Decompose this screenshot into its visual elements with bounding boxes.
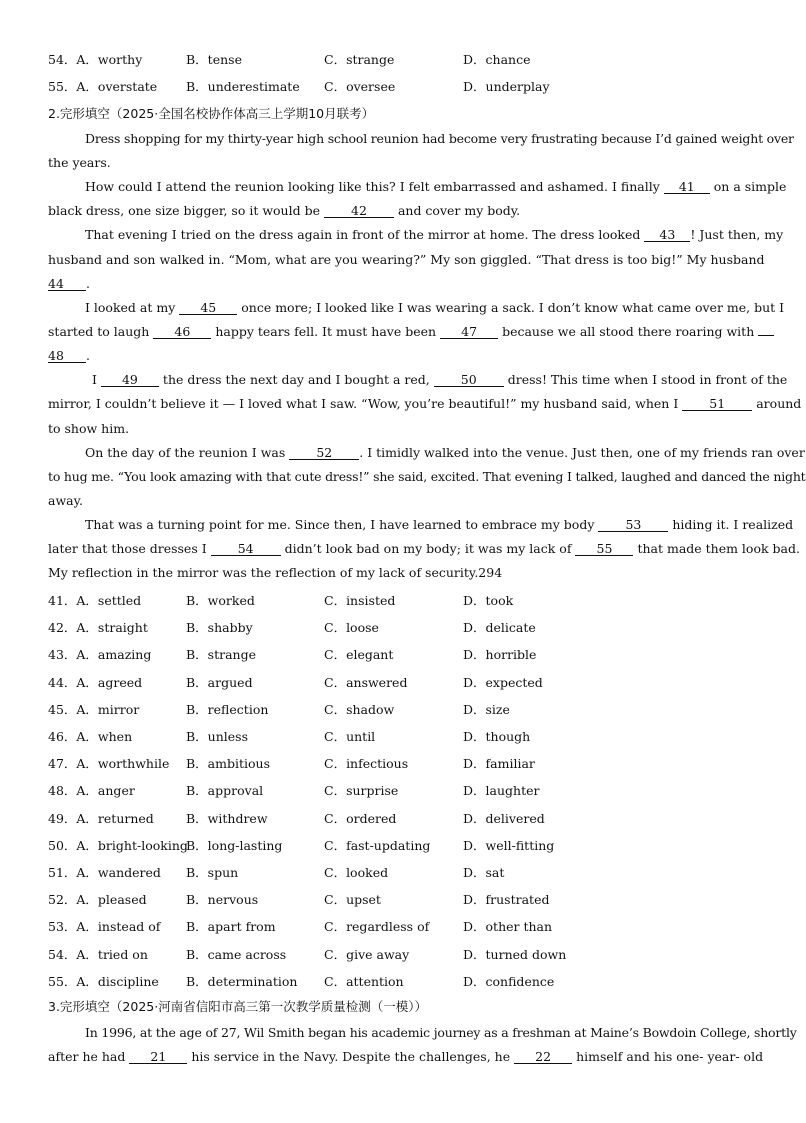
- blank-41[interactable]: 41: [664, 180, 710, 194]
- passage-line: [48, 324, 755, 339]
- passage-line: to hug me. “You look amazing with that cute dress!” she said, excited. That evening I talked, laughed and danced the night: [48, 469, 806, 484]
- passage-text: started to laugh: [48, 324, 150, 339]
- passage-line: [92, 372, 788, 387]
- option-d[interactable]: D．horrible: [463, 647, 537, 662]
- option-c[interactable]: C．looked: [324, 865, 389, 880]
- option-a[interactable]: [48, 917, 160, 935]
- question-number: 46．: [48, 729, 77, 744]
- blank-47[interactable]: 47: [440, 325, 498, 339]
- option-c[interactable]: C．answered: [324, 675, 408, 690]
- passage-line: [85, 445, 805, 460]
- question-number: 42．: [48, 620, 77, 635]
- option-c[interactable]: C．upset: [324, 892, 381, 907]
- option-a: [48, 50, 142, 68]
- passage-text: once more; I looked like I was wearing a sack. I don’t know what came over me, but I: [241, 300, 785, 315]
- passage-text: that made them look bad.: [637, 541, 800, 556]
- option-b[interactable]: B．approval: [186, 783, 264, 798]
- blank-54[interactable]: 54: [211, 542, 281, 556]
- passage-text: black dress, one size bigger, so it would be: [48, 203, 320, 218]
- option-a[interactable]: [48, 863, 161, 881]
- passage-line: [48, 348, 748, 363]
- passage-line: [85, 179, 787, 194]
- question-number: 48．: [48, 783, 77, 798]
- option-d: D．underplay: [463, 79, 550, 94]
- passage-text: That evening I tried on the dress again in front of the mirror at home. The dress looked: [85, 227, 641, 242]
- option-c[interactable]: C．infectious: [324, 756, 409, 771]
- option-b[interactable]: B．argued: [186, 675, 253, 690]
- question-number: 54．: [48, 947, 77, 962]
- question-number: 51．: [48, 865, 77, 880]
- option-a-text: A．mirror: [76, 702, 140, 717]
- passage-line: [85, 517, 794, 532]
- passage-text: I: [92, 372, 97, 387]
- option-b[interactable]: B．apart from: [186, 919, 276, 934]
- passage-text: after he had: [48, 1049, 126, 1064]
- option-a-text: A．anger: [76, 783, 135, 798]
- passage-line: away.: [48, 493, 83, 508]
- passage-text: How could I attend the reunion looking like this? I felt embarrassed and ashamed. I finally: [85, 179, 660, 194]
- option-a[interactable]: [48, 673, 142, 691]
- passage-text: around: [756, 396, 802, 411]
- option-d[interactable]: D．familiar: [463, 756, 535, 771]
- passage-line: Dress shopping for my thirty-year high school reunion had become very frustrating because I’d gained weight over: [85, 131, 794, 146]
- passage-line: the years.: [48, 155, 111, 170]
- blank-49[interactable]: 49: [101, 373, 159, 387]
- passage-text: happy tears fell. It must have been: [215, 324, 437, 339]
- question-number: 43．: [48, 647, 77, 662]
- question-number: 53．: [48, 919, 77, 934]
- passage-line: husband and son walked in. “Mom, what are you wearing?” My son giggled. “That dress is too big!” My husband: [48, 252, 765, 267]
- passage-text: ! Just then, my: [690, 227, 784, 242]
- option-a[interactable]: [48, 645, 151, 663]
- passage-text: on a simple: [713, 179, 787, 194]
- question-number: 45．: [48, 702, 77, 717]
- passage-line: In 1996, at the age of 27, Wil Smith began his academic journey as a freshman at Maine’s Bowdoin College, shortly: [85, 1025, 797, 1040]
- option-b[interactable]: B．ambitious: [186, 756, 271, 771]
- blank-51[interactable]: 51: [682, 397, 752, 411]
- passage-text: himself and his one- year- old: [576, 1049, 764, 1064]
- option-c[interactable]: C．loose: [324, 620, 379, 635]
- option-a-text: A．tried on: [76, 947, 148, 962]
- option-d[interactable]: D．other than: [463, 919, 553, 934]
- option-a[interactable]: [48, 781, 135, 799]
- option-d[interactable]: D．frustrated: [463, 892, 550, 907]
- passage-text: .: [86, 348, 90, 363]
- option-b[interactable]: B．worked: [186, 593, 255, 608]
- passage-text: dress! This time when I stood in front of the: [507, 372, 788, 387]
- question-number: 41．: [48, 593, 77, 608]
- option-d[interactable]: D．well-fitting: [463, 838, 555, 853]
- passage-line: My reflection in the mirror was the reflection of my lack of security.294: [48, 565, 503, 580]
- question-number: 47．: [48, 756, 77, 771]
- passage-line: [48, 203, 748, 218]
- passage-line: [48, 1049, 764, 1064]
- option-c: C．oversee: [324, 79, 396, 94]
- option-b[interactable]: B．determination: [186, 974, 298, 989]
- passage-text: mirror, I couldn’t believe it — I loved what I saw. “Wow, you’re beautiful!” my husband said, when I: [48, 396, 679, 411]
- blank-48[interactable]: 48: [48, 349, 86, 363]
- section-2-title: 2.完形填空（2025·全国名校协作体高三上学期10月联考）: [48, 106, 375, 121]
- passage-text: On the day of the reunion I was: [85, 445, 286, 460]
- question-number: 52．: [48, 892, 77, 907]
- option-d[interactable]: D．expected: [463, 675, 543, 690]
- option-b: B．tense: [186, 52, 242, 67]
- option-d: D．chance: [463, 52, 531, 67]
- option-d[interactable]: D．turned down: [463, 947, 567, 962]
- passage-text: . I timidly walked into the venue. Just then, one of my friends ran over: [359, 445, 805, 460]
- option-d[interactable]: D．though: [463, 729, 531, 744]
- option-c[interactable]: C．insisted: [324, 593, 396, 608]
- option-a-text: A．settled: [76, 593, 142, 608]
- blank-46[interactable]: 46: [153, 325, 211, 339]
- passage-line: [85, 227, 784, 242]
- blank-55[interactable]: 55: [575, 542, 633, 556]
- option-c[interactable]: C．shadow: [324, 702, 395, 717]
- option-c[interactable]: C．surprise: [324, 783, 399, 798]
- option-a-text: A．bright-looking: [76, 838, 188, 853]
- option-b[interactable]: B．unless: [186, 729, 249, 744]
- passage-line: to show him.: [48, 421, 130, 436]
- blank-53[interactable]: 53: [598, 518, 668, 532]
- option-a-text: A．worthy: [76, 52, 143, 67]
- option-a[interactable]: [48, 972, 159, 990]
- question-number: 50．: [48, 838, 77, 853]
- option-d[interactable]: D．size: [463, 702, 510, 717]
- option-a[interactable]: [48, 809, 154, 827]
- passage-text: .: [86, 276, 90, 291]
- option-c[interactable]: C．attention: [324, 974, 404, 989]
- option-a[interactable]: [48, 700, 139, 718]
- passage-text: didn’t look bad on my body; it was my lack of: [284, 541, 572, 556]
- question-number: 49．: [48, 811, 77, 826]
- option-c[interactable]: C．give away: [324, 947, 410, 962]
- option-b[interactable]: B．long-lasting: [186, 838, 283, 853]
- option-c: C．strange: [324, 52, 395, 67]
- passage-line: [48, 396, 802, 411]
- blank-50[interactable]: 50: [434, 373, 504, 387]
- blank-52[interactable]: 52: [289, 446, 359, 460]
- passage-text: the dress the next day and I bought a red,: [162, 372, 430, 387]
- passage-text: hiding it. I realized: [672, 517, 794, 532]
- question-number: 55．: [48, 974, 77, 989]
- option-a[interactable]: [48, 591, 141, 609]
- option-c[interactable]: C．until: [324, 729, 376, 744]
- option-b[interactable]: B．came across: [186, 947, 287, 962]
- option-a-text: A．wandered: [76, 865, 161, 880]
- passage-text: I looked at my: [85, 300, 176, 315]
- passage-text: because we all stood there roaring with: [502, 324, 755, 339]
- option-a-text: A．overstate: [76, 79, 158, 94]
- option-d[interactable]: D．delicate: [463, 620, 536, 635]
- blank-45[interactable]: 45: [179, 301, 237, 315]
- passage-text: later that those dresses I: [48, 541, 207, 556]
- option-a-text: A．amazing: [76, 647, 152, 662]
- option-a-text: A．agreed: [76, 675, 143, 690]
- option-c[interactable]: C．ordered: [324, 811, 397, 826]
- option-a-text: A．returned: [76, 811, 154, 826]
- option-b[interactable]: B．reflection: [186, 702, 269, 717]
- option-c[interactable]: C．regardless of: [324, 919, 430, 934]
- blank-21[interactable]: 21: [129, 1050, 187, 1064]
- option-a-text: A．worthwhile: [76, 756, 170, 771]
- option-d[interactable]: D．took: [463, 593, 514, 608]
- question-number: 44．: [48, 675, 77, 690]
- option-b[interactable]: B．strange: [186, 647, 257, 662]
- option-a[interactable]: [48, 754, 169, 772]
- option-a[interactable]: [48, 618, 148, 636]
- option-c[interactable]: C．elegant: [324, 647, 394, 662]
- option-a[interactable]: [48, 890, 147, 908]
- option-a[interactable]: [48, 945, 148, 963]
- passage-line: [85, 300, 785, 315]
- question-number: 54．: [48, 52, 77, 67]
- option-b[interactable]: B．withdrew: [186, 811, 268, 826]
- option-a-text: A．when: [76, 729, 133, 744]
- option-a: [48, 77, 157, 95]
- option-a-text: A．discipline: [76, 974, 159, 989]
- option-d[interactable]: D．delivered: [463, 811, 545, 826]
- question-number: 55．: [48, 79, 77, 94]
- passage-line: [48, 541, 800, 556]
- option-b[interactable]: B．spun: [186, 865, 239, 880]
- blank-22[interactable]: 22: [514, 1050, 572, 1064]
- blank-43[interactable]: 43: [644, 228, 690, 242]
- option-a-text: A．instead of: [76, 919, 161, 934]
- option-b: B．underestimate: [186, 79, 300, 94]
- option-d[interactable]: D．laughter: [463, 783, 540, 798]
- section-3-title: 3.完形填空（2025·河南省信阳市高三第一次教学质量检测（一模））: [48, 999, 427, 1014]
- passage-text: his service in the Navy. Despite the challenges, he: [191, 1049, 511, 1064]
- option-c[interactable]: C．fast-updating: [324, 838, 431, 853]
- passage-line: [48, 276, 748, 291]
- option-a[interactable]: [48, 836, 188, 854]
- option-b[interactable]: B．shabby: [186, 620, 253, 635]
- option-a-text: A．straight: [76, 620, 148, 635]
- option-d[interactable]: D．sat: [463, 865, 505, 880]
- option-a-text: A．pleased: [76, 892, 147, 907]
- option-b[interactable]: B．nervous: [186, 892, 259, 907]
- passage-text: and cover my body.: [397, 203, 521, 218]
- passage-text: That was a turning point for me. Since then, I have learned to embrace my body: [85, 517, 595, 532]
- blank-48-start: [758, 335, 774, 336]
- blank-44[interactable]: 44: [48, 277, 86, 291]
- option-d[interactable]: D．confidence: [463, 974, 555, 989]
- blank-42[interactable]: 42: [324, 204, 394, 218]
- option-a[interactable]: [48, 727, 132, 745]
